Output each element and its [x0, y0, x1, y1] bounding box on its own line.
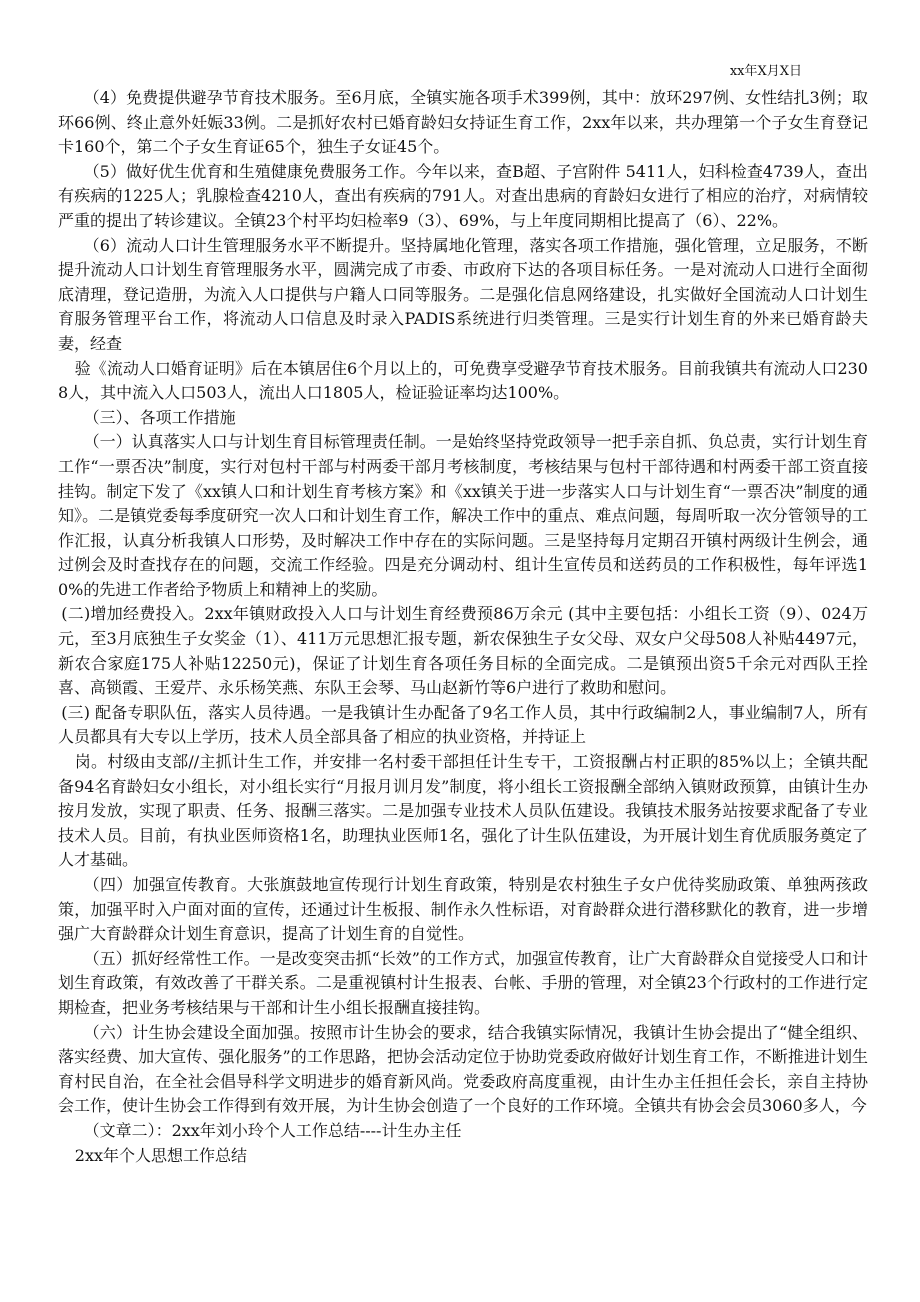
article-two-title: （文章二）：2xx年刘小玲个人工作总结----计生办主任	[83, 1120, 462, 1140]
paragraph-association-building: （六）计生协会建设全面加强。按照市计生协会的要求，结合我镇实际情况，我镇计生协会提出了“健全组织、落实经费、加大宣传、强化服务”的工作思路，把协会活动定位于协助党委政府做好计划生育工作，不断推进计划生育村民自治，在全社会倡导科学文明进步的婚育新风尚。党委政府高度重视，由计生办主任担任会长，亲自主持协会工作，使计生协会工作得到有效开展，为计生协会创造了一个良好的工作环境。全镇共有协会会员3060多人，今	[58, 1022, 868, 1116]
paragraph-floating-population-continued: 验《流动人口婚育证明》后在本镇居住6个月以上的，可免费享受避孕节育技术服务。目前我镇共有流动人口2308人，其中流入人口503人，流出人口1805人，检证验证率均达100%。	[58, 358, 868, 403]
document-body	[58, 86, 868, 1168]
paragraph-floating-population-management: （6）流动人口计生管理服务水平不断提升。坚持属地化管理，落实各项工作措施，强化管理，立足服务，不断提升流动人口计划生育管理服务水平，圆满完成了市委、市政府下达的各项目标任务。一是对流动人口进行全面彻底清理，登记造册，为流入人口提供与户籍人口同等服务。二是强化信息网络建设，扎实做好全国流动人口计划生育服务管理平台工作，将流动人口信息及时录入PADIS系统进行归类管理。三是实行计划生育的外来已婚育龄夫妻，经查	[58, 235, 868, 353]
header-date: xx年X月X日	[729, 64, 802, 79]
paragraph-regular-work: （五）抓好经常性工作。一是改变突击抓“长效”的工作方式，加强宣传教育，让广大育龄群众自觉接受人口和计划生育政策，有效改善了干群关系。二是重视镇村计生报表、台帐、手册的管理，对全镇23个行政村的工作进行定期检查，把业务考核结果与干部和计生小组长报酬直接挂钩。	[58, 948, 868, 1017]
paragraph-responsibility-system: （一）认真落实人口与计划生育目标管理责任制。一是始终坚持党政领导一把手亲自抓、负总责，实行计划生育工作“一票否决”制度，实行对包村干部与村两委干部月考核制度，考核结果与包村干部待遇和村两委干部工资直接挂钩。制定下发了《xx镇人口和计划生育考核方案》和《xx镇关于进一步落实人口与计划生育“一票否决”制度的通知》。二是镇党委每季度研究一次人口和计划生育工作，解决工作中的重点、难点问题，每周听取一次分管领导的工作汇报，认真分析我镇人口形势，及时解决工作中存在的实际问题。三是坚持每月定期召开镇村两级计生例会，通过例会及时查找存在的问题，交流工作经验。四是充分调动村、组计生宣传员和送药员的工作积极性，每年评选10%的先进工作者给予物质上和精神上的奖励。	[58, 432, 868, 599]
paragraph-publicity-education: （四）加强宣传教育。大张旗鼓地宣传现行计划生育政策，特别是农村独生子女户优待奖励政策、单独两孩政策，加强平时入户面对面的宣传，还通过计生板报、制作永久性标语，对育龄群众进行潜移默化的教育，进一步增强广大育龄群众计划生育意识，提高了计划生育的自觉性。	[58, 875, 868, 944]
paragraph-free-contraception-service: （4）免费提供避孕节育技术服务。至6月底，全镇实施各项手术399例，其中：放环297例、女性结扎3例；取环66例、终止意外妊娠33例。二是抓好农村已婚育龄妇女持证生育工作，2xx年以来，共办理第一个子女生育登记卡160个，第二个子女生育证65个，独生子女证45个。	[58, 88, 868, 157]
paragraph-reproductive-health-service: （5）做好优生优育和生殖健康免费服务工作。今年以来，查B超、子宫附件 5411人，妇科检查4739人，查出有疾病的1225人；乳腺检查4210人，查出有疾病的791人。对查出患病的育龄妇女进行了相应的治疗，对病情较严重的提出了转诊建议。全镇23个村平均妇检率9（3）、69%，与上年度同期相比提高了（6）、22%。	[58, 161, 868, 230]
section-heading-work-measures: （三）、各项工作措施	[83, 407, 236, 427]
article-two-subtitle: 2xx年个人思想工作总结	[74, 1145, 248, 1165]
paragraph-staffing: (三) 配备专职队伍，落实人员待遇。一是我镇计生办配备了9名工作人员，其中行政编制2人，事业编制7人，所有人员都具有大专以上学历，技术人员全部具备了相应的执业资格，并持证上	[58, 702, 868, 747]
paragraph-funding-investment: (二)增加经费投入。2xx年镇财政投入人口与计划生育经费预86万余元 (其中主要包括：小组长工资（9）、024万元，至3月底独生子女奖金（1）、411万元思想汇报专题，新农保独生子女父母、双女户父母508人补贴4497元，新农合家庭175人补贴12250元)，保证了计划生育各项任务目标的全面完成。二是镇预出资5千余元对西队王拴喜、高锁霞、王爱芹、永乐杨笑燕、东队王会琴、马山赵新竹等6户进行了救助和慰问。	[58, 604, 868, 698]
paragraph-staffing-continued: 岗。村级由支部//主抓计生工作，并安排一名村委干部担任计生专干，工资报酬占村正职的85%以上；全镇共配备94名育龄妇女小组长，对小组长实行“月报月训月发”制度，将小组长工资报酬全部纳入镇财政预算，由镇计生办按月发放，实现了职责、任务、报酬三落实。二是加强专业技术人员队伍建设。我镇技术服务站按要求配备了专业技术人员。目前，有执业医师资格1名，助理执业医师1名，强化了计生队伍建设，为开展计划生育优质服务奠定了人才基础。	[58, 752, 868, 870]
